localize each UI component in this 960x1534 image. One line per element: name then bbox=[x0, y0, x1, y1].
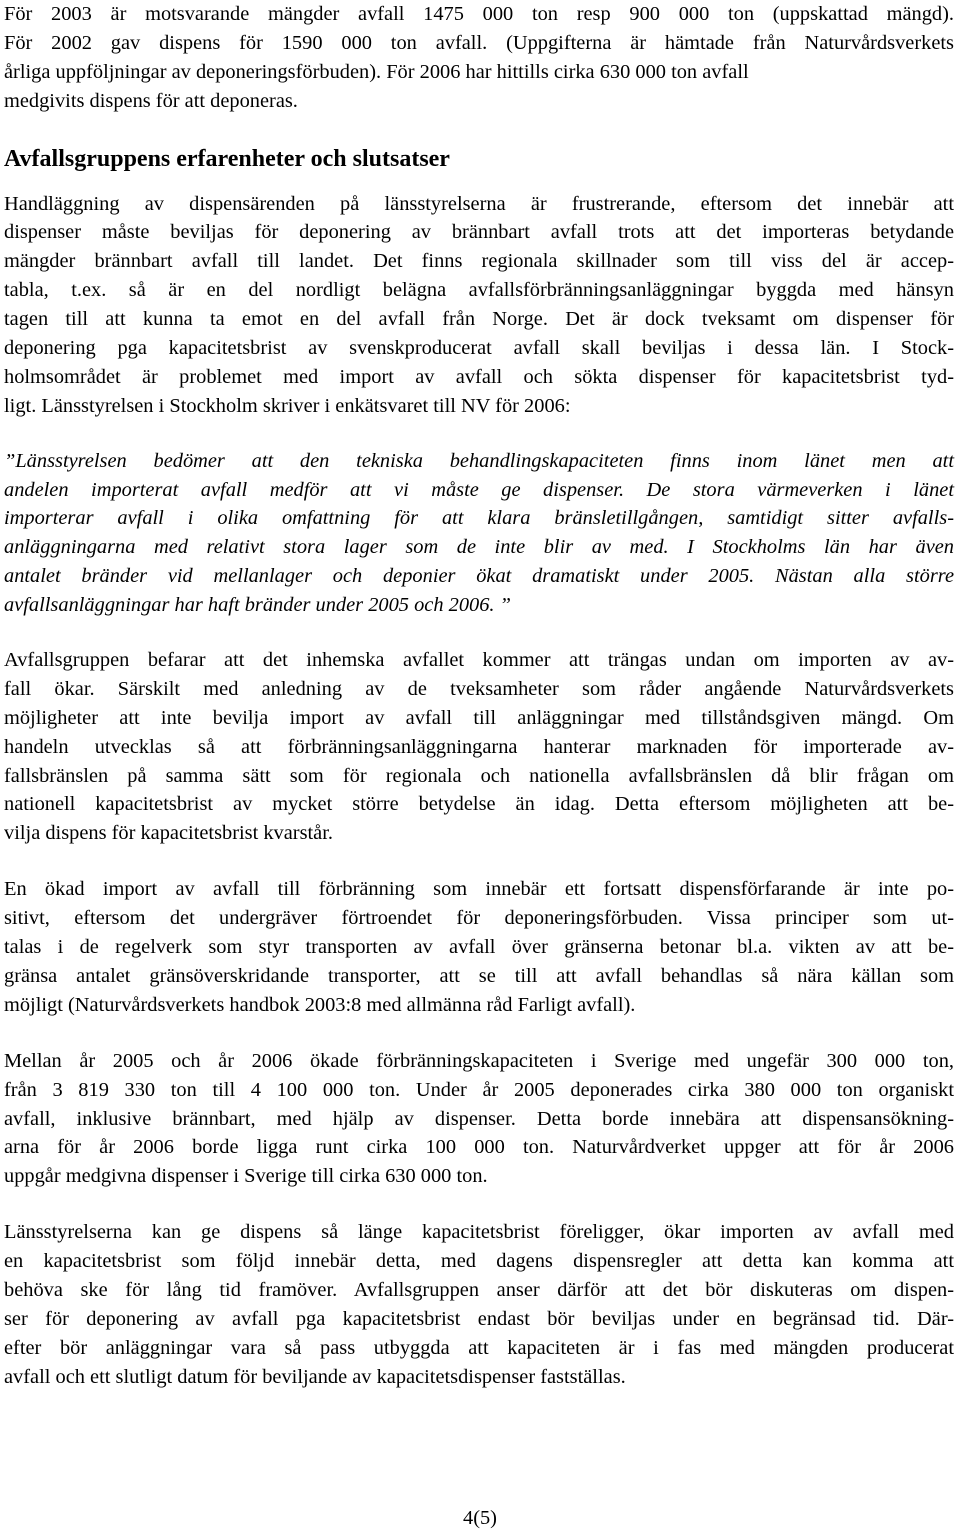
paragraph-4 bbox=[4, 1047, 954, 1191]
text-line: sitivt, eftersom det undergräver förtroendet för deponeringsförbuden. Vissa principer som ut- bbox=[4, 907, 954, 930]
text-line: avfall, inklusive brännbart, med hjälp av dispenser. Detta borde innebära att dispensansökning- bbox=[4, 1107, 954, 1130]
text-line: gränsa antalet gränsöverskridande transporter, att se till att avfall behandlas så nära källan som bbox=[4, 964, 954, 987]
quote-line: anläggningarna med relativt stora lager som de inte blir av med. I Stockholms län har även bbox=[4, 536, 954, 559]
text-line: För 2003 är motsvarande mängder avfall 1475 000 ton resp 900 000 ton (uppskattad mängd). bbox=[4, 3, 954, 25]
text-line: handeln utvecklas så att förbränningsanläggningarna hanterar marknaden för importerade av- bbox=[4, 735, 954, 758]
text-line: Handläggning av dispensärenden på länsstyrelserna är frustrerande, eftersom det innebär att bbox=[4, 192, 954, 215]
text-line: nationell kapacitetsbrist av mycket större betydelse än idag. Detta eftersom möjligheten att be- bbox=[4, 793, 954, 816]
text-line: ligt. Länsstyrelsen i Stockholm skriver i enkätsvaret till NV för 2006: bbox=[4, 394, 571, 417]
text-line: en kapacitetsbrist som följd innebär detta, med dagens dispensregler att detta kan komma att bbox=[4, 1250, 954, 1273]
text-line: mängder brännbart avfall till landet. Det finns regionala skillnader som till viss del är accep- bbox=[4, 250, 954, 273]
text-line: medgivits dispens för att deponeras. bbox=[4, 89, 298, 112]
text-line: uppgår medgivna dispenser i Sverige till cirka 630 000 ton. bbox=[4, 1165, 488, 1188]
text-line: fall ökar. Särskilt med anledning av de tveksamheter som råder angående Naturvårdsverkets bbox=[4, 677, 954, 700]
text-line: vilja dispens för kapacitetsbrist kvarstår. bbox=[4, 822, 333, 845]
quote-block bbox=[4, 447, 954, 620]
text-line: tagen till att kunna ta emot en del avfall från Norge. Det är dock tveksamt om dispenser för bbox=[4, 308, 954, 331]
paragraph-5 bbox=[4, 1218, 954, 1391]
text-line: möjligheter att inte bevilja import av avfall till anläggningar med tillståndsgiven mängd. Om bbox=[4, 706, 954, 729]
text-line: Avfallsgruppen befarar att det inhemska avfallet kommer att trängas undan om importen av av- bbox=[4, 649, 954, 672]
text-line: En ökad import av avfall till förbränning som innebär ett fortsatt dispensförfarande är inte po- bbox=[4, 878, 954, 901]
paragraph-2 bbox=[4, 646, 954, 848]
page-number: 4(5) bbox=[463, 1507, 497, 1529]
text-line: fallsbränslen på samma sätt som för regionala och nationella avfallsbränslen då blir frågan om bbox=[4, 764, 954, 787]
quote-line: importerar avfall i olika omfattning för att klara bränsletillgången, samtidigt sitter avfalls- bbox=[4, 507, 954, 530]
text-line: från 3 819 330 ton till 4 100 000 ton. Under år 2005 deponerades cirka 380 000 ton organiskt bbox=[4, 1078, 954, 1101]
text-line: arna för år 2006 borde ligga runt cirka 100 000 ton. Naturvårdverket uppger att för år 2006 bbox=[4, 1136, 954, 1159]
text-line: Mellan år 2005 och år 2006 ökade förbränningskapaciteten i Sverige med ungefär 300 000 ton, bbox=[4, 1049, 954, 1072]
text-line: talas i de regelverk som styr transporten av avfall över gränserna betonar bl.a. vikten av att be- bbox=[4, 936, 954, 959]
text-line: holmsområdet är problemet med import av avfall och sökta dispenser för kapacitetsbrist tyd- bbox=[4, 365, 954, 388]
quote-line: ”Länsstyrelsen bedömer att den tekniska behandlingskapaciteten finns inom länet men att bbox=[4, 449, 954, 472]
text-line: efter bör anläggningar vara så pass utbyggda att kapaciteten är i fas med mängden producerat bbox=[4, 1336, 954, 1359]
text-line: dispenser måste beviljas för deponering av brännbart avfall trots att det importeras betydande bbox=[4, 221, 954, 244]
document-page bbox=[4, 0, 954, 1392]
heading-text: Avfallsgruppens erfarenheter och slutsatser bbox=[4, 145, 450, 172]
text-line: behöva ske för lång tid framöver. Avfallsgruppen anser därför att det bör diskuteras om dispen- bbox=[4, 1278, 954, 1301]
text-line: möjligt (Naturvårdsverkets handbok 2003:8 med allmänna råd Farligt avfall). bbox=[4, 993, 636, 1016]
quote-line: antalet bränder vid mellanlager och deponier ökat dramatiskt under 2005. Nästan alla större bbox=[4, 565, 954, 588]
quote-line: andelen importerat avfall medför att vi måste ge dispenser. De stora värmeverken i länet bbox=[4, 478, 954, 501]
paragraph-1 bbox=[4, 190, 954, 421]
text-line: tabla, t.ex. så är en del nordligt belägna avfallsförbränningsanläggningar byggda med hänsyn bbox=[4, 279, 954, 302]
text-line: deponering pga kapacitetsbrist av svenskproducerat avfall skall beviljas i dessa län. I Stock- bbox=[4, 337, 954, 360]
paragraph-3 bbox=[4, 875, 954, 1019]
section-heading bbox=[4, 144, 954, 174]
intro-paragraph bbox=[4, 0, 954, 116]
text-line: För 2002 gav dispens för 1590 000 ton avfall. (Uppgifterna är hämtade från Naturvårdsverkets bbox=[4, 31, 954, 54]
text-line: årliga uppföljningar av deponeringsförbuden). För 2006 har hittills cirka 630 000 ton avfall bbox=[4, 60, 749, 83]
text-line: avfall och ett slutligt datum för beviljande av kapacitetsdispenser fastställas. bbox=[4, 1365, 626, 1388]
text-line: ser för deponering av avfall pga kapacitetsbrist endast bör beviljas under en begränsad tid. Där- bbox=[4, 1307, 954, 1330]
text-line: Länsstyrelserna kan ge dispens så länge kapacitetsbrist föreligger, ökar importen av avfall med bbox=[4, 1221, 954, 1244]
quote-line: avfallsanläggningar har haft bränder under 2005 och 2006. ” bbox=[4, 594, 511, 617]
